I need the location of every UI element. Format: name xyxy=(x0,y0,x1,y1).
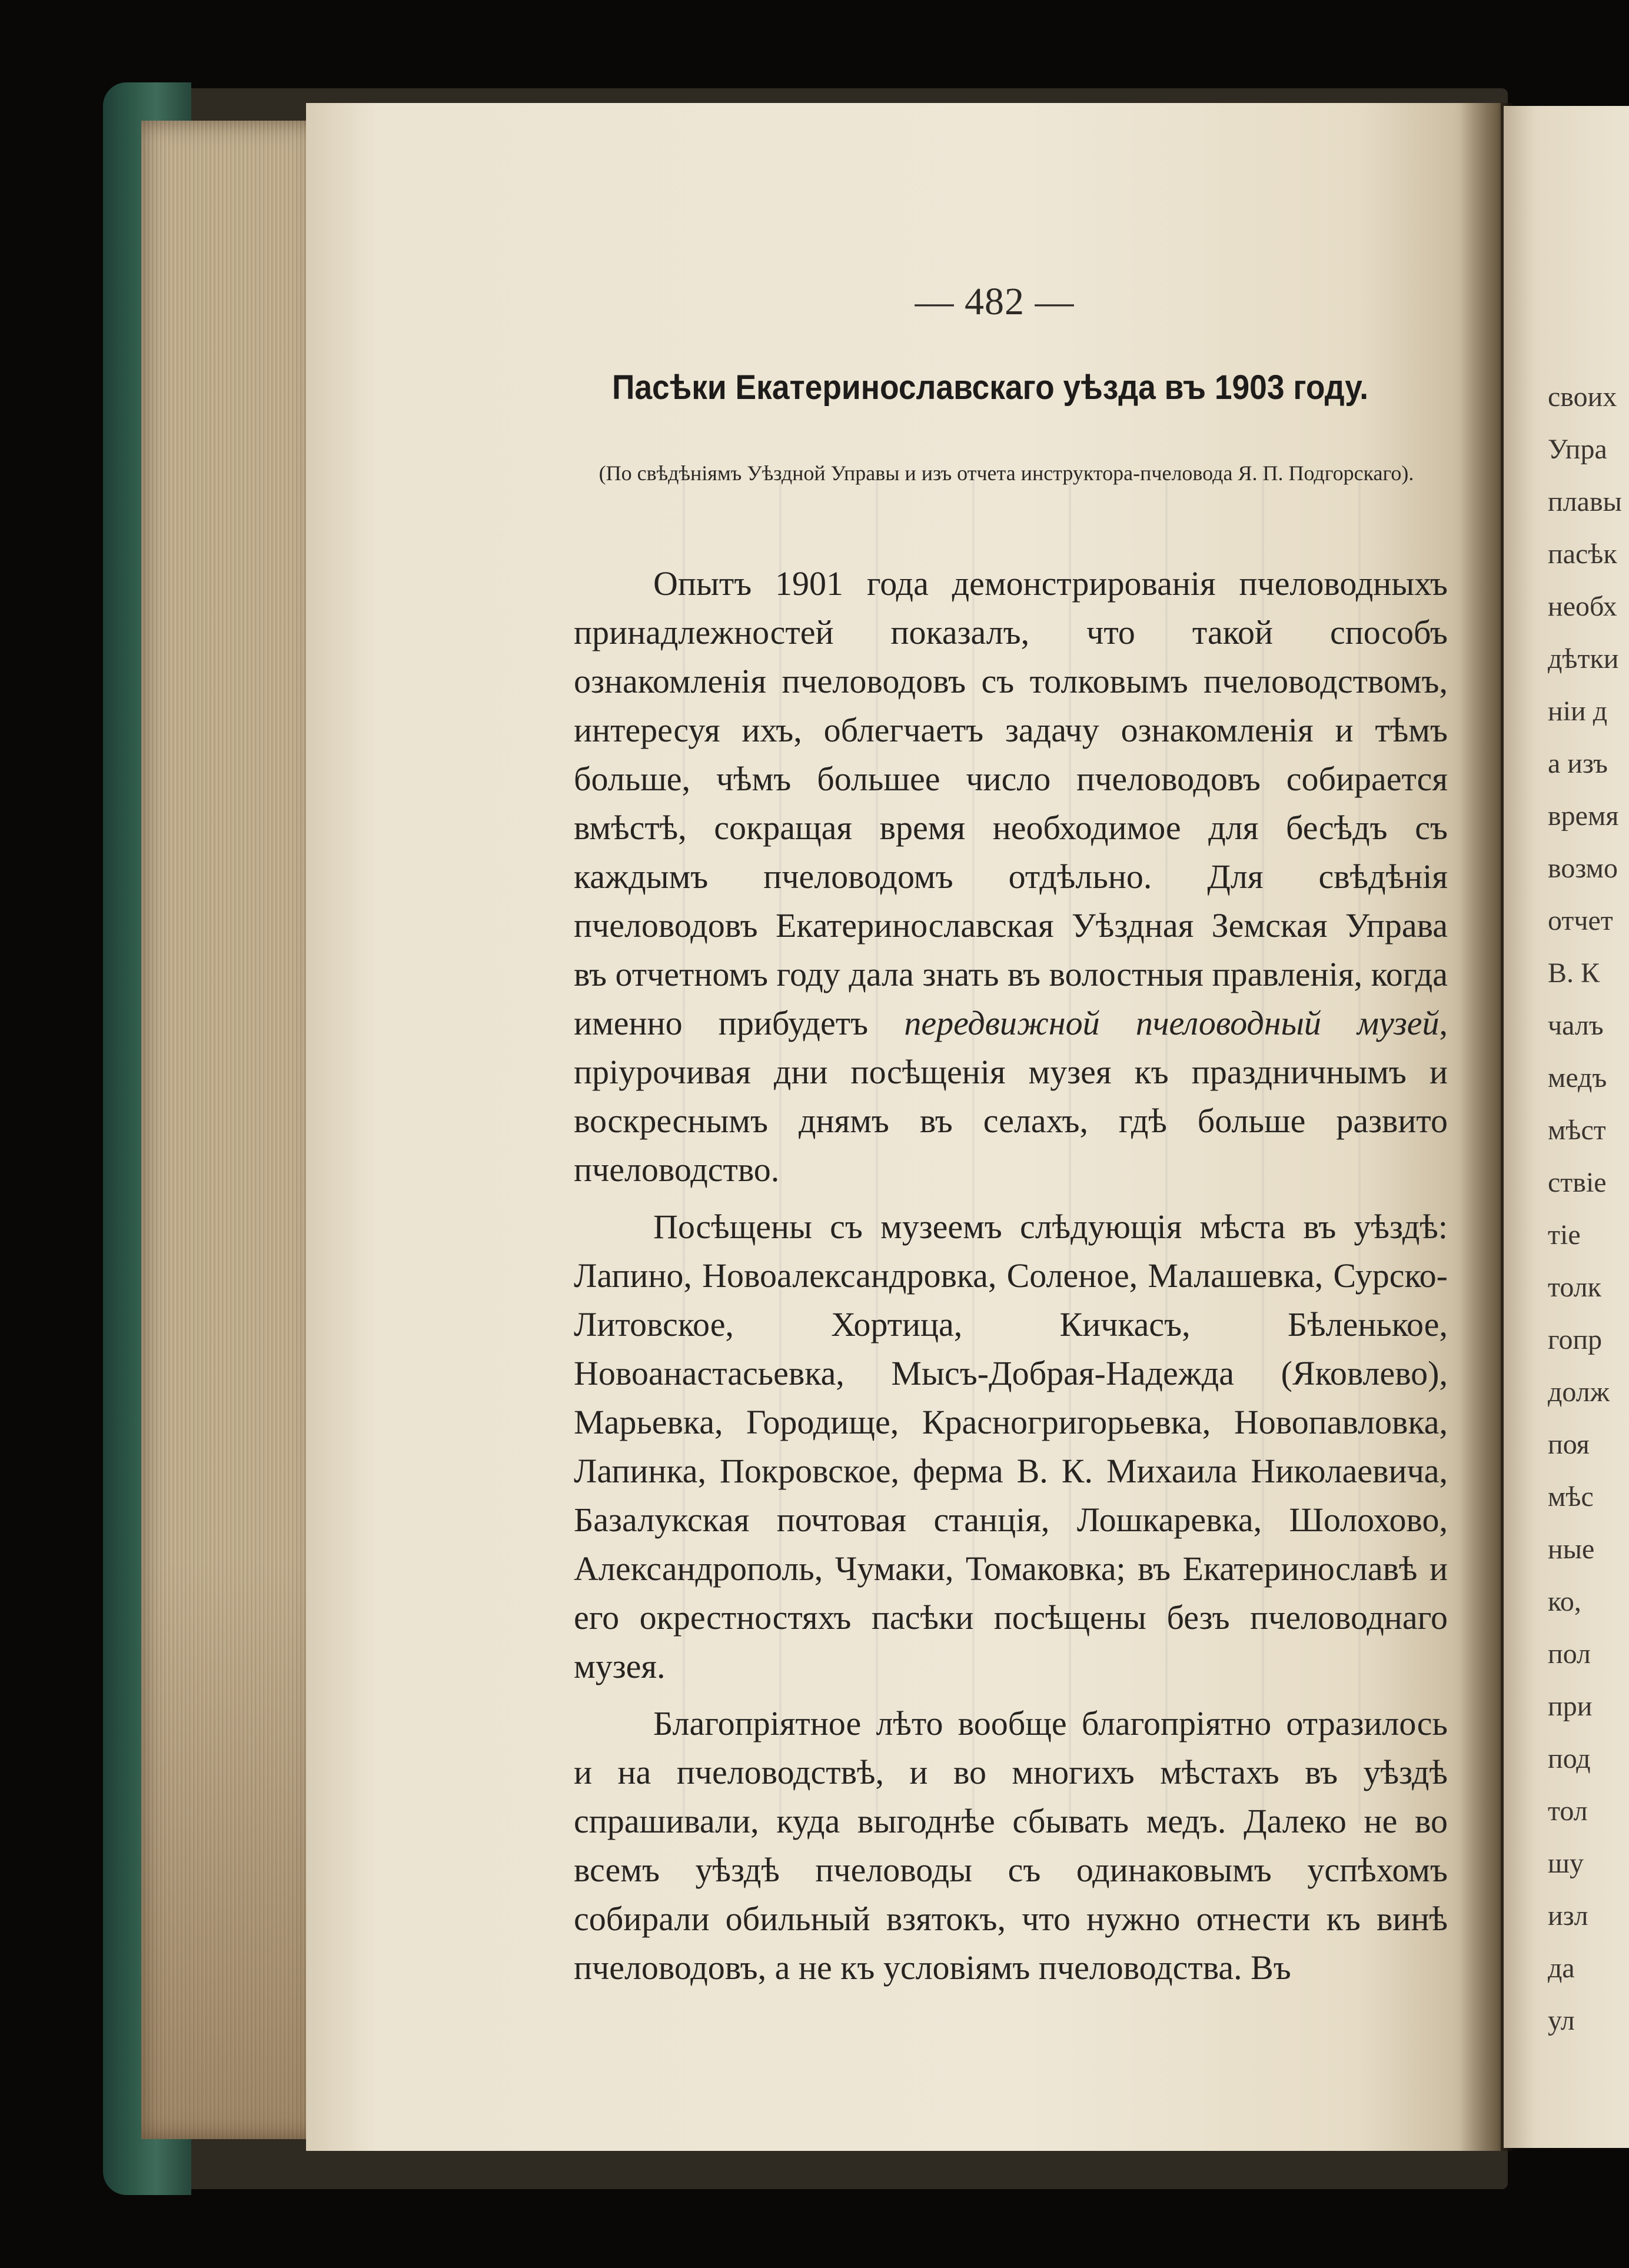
paragraph-1 xyxy=(574,559,1448,1194)
page-number: — 482 — xyxy=(915,280,1075,323)
right-page-line: ные xyxy=(1548,1534,1595,1565)
right-page-line: да xyxy=(1548,1953,1575,1984)
right-page-line: плавы xyxy=(1548,486,1622,517)
right-page-line: а изъ xyxy=(1548,748,1608,779)
article-subtitle: (По свѣдѣніямъ Уѣздной Управы и изъ отчета инструктора-пчеловода Я. П. Подгорскаго). xyxy=(599,461,1414,485)
right-page-line: пол xyxy=(1548,1638,1591,1670)
right-page-line: толк xyxy=(1548,1272,1601,1303)
right-page-line: поя xyxy=(1548,1429,1590,1460)
right-page-line: гопр xyxy=(1548,1324,1603,1355)
right-page-line: шу xyxy=(1548,1848,1584,1879)
paragraph-3: Благопріятное лѣто вообще благопріятно отразилось и на пчеловодствѣ, и во многихъ мѣстахъ въ уѣздѣ спрашивали, куда выгоднѣе сбывать медъ. Далеко не во всемъ уѣздѣ пчеловоды съ одинаковымъ успѣхомъ собирали обильный взятокъ, что нужно отнести къ винѣ пчеловодовъ, а не къ условіямъ пчеловодства. Въ xyxy=(574,1704,1448,1987)
paragraph-1-text-a: Опытъ 1901 года демонстрированія пчеловодныхъ принадлежностей показалъ, что такой способъ ознакомленія пчеловодовъ съ толковымъ пчеловодствомъ, интересуя ихъ, облегчаетъ задачу ознакомленія и тѣмъ больше, чѣмъ большее число пчеловодовъ собирается вмѣстѣ, сокращая время необходимое для бесѣдъ съ каждымъ пчеловодомъ отдѣльно. Для свѣдѣнія пчеловодовъ Екатеринославская Уѣздная Земская Управа въ отчетномъ году дала знать въ волостныя правленія, когда именно прибудетъ xyxy=(574,564,1448,1042)
right-page-line: своих xyxy=(1548,381,1617,413)
paragraph-1-text-b: , пріурочивая дни посѣщенія музея къ праздничнымъ и воскреснымъ днямъ въ селахъ, гдѣ больше развито пчеловодство. xyxy=(574,1004,1448,1189)
right-page-line: время xyxy=(1548,800,1619,832)
right-page-line: тол xyxy=(1548,1795,1588,1827)
right-page-line: пасѣк xyxy=(1548,538,1617,570)
right-page-line: медъ xyxy=(1548,1062,1607,1093)
right-page-line: дѣтки xyxy=(1548,643,1619,674)
right-page-line: тіе xyxy=(1548,1219,1581,1251)
right-page-line: долж xyxy=(1548,1376,1610,1408)
right-page-line: возмо xyxy=(1548,853,1618,884)
museum-emphasis: передвижной пчеловодный музей xyxy=(904,1004,1439,1042)
right-page-line: чалъ xyxy=(1548,1010,1604,1041)
right-page-line: при xyxy=(1548,1691,1593,1722)
article-title: Пасѣки Екатеринославскаго уѣзда въ 1903 году. xyxy=(612,368,1369,407)
right-page-line: В. К xyxy=(1548,957,1600,989)
right-page-line: ніи д xyxy=(1548,696,1608,727)
right-page-line: мѣс xyxy=(1548,1481,1594,1512)
right-page-line: ко, xyxy=(1548,1586,1581,1617)
right-page-line: отчет xyxy=(1548,905,1613,936)
article-body xyxy=(574,559,1448,2000)
right-page-line: под xyxy=(1548,1743,1591,1774)
paragraph-2: Посѣщены съ музеемъ слѣдующія мѣста въ уѣздѣ: Лапино, Новоалександровка, Соленое, Малашевка, Сурско-Литовское, Хортица, Кичкасъ, Бѣленькое, Новоанастасьевка, Мысъ-Добрая-Надежда (Яковлево), Марьевка, Городище, Красногригорьевка, Новопавловка, Лапинка, Покровское, ферма В. К. Михаила Николаевича, Базалукская почтовая станція, Лошкаревка, Шолохово, Александрополь, Чумаки, Томаковка; въ Екатеринославѣ и его окрестностяхъ пасѣки посѣщены безъ пчеловоднаго музея. xyxy=(574,1208,1448,1685)
right-page-line: ул xyxy=(1548,2005,1575,2036)
right-page-line: Упра xyxy=(1548,434,1607,465)
right-page-line: изл xyxy=(1548,1900,1588,1931)
right-page-line: необх xyxy=(1548,591,1617,622)
right-page-text-fragments xyxy=(1548,371,1629,2047)
right-page-line: ствіе xyxy=(1548,1167,1607,1198)
right-page-line: мѣст xyxy=(1548,1115,1606,1146)
page-stack-stain xyxy=(141,1559,318,2139)
